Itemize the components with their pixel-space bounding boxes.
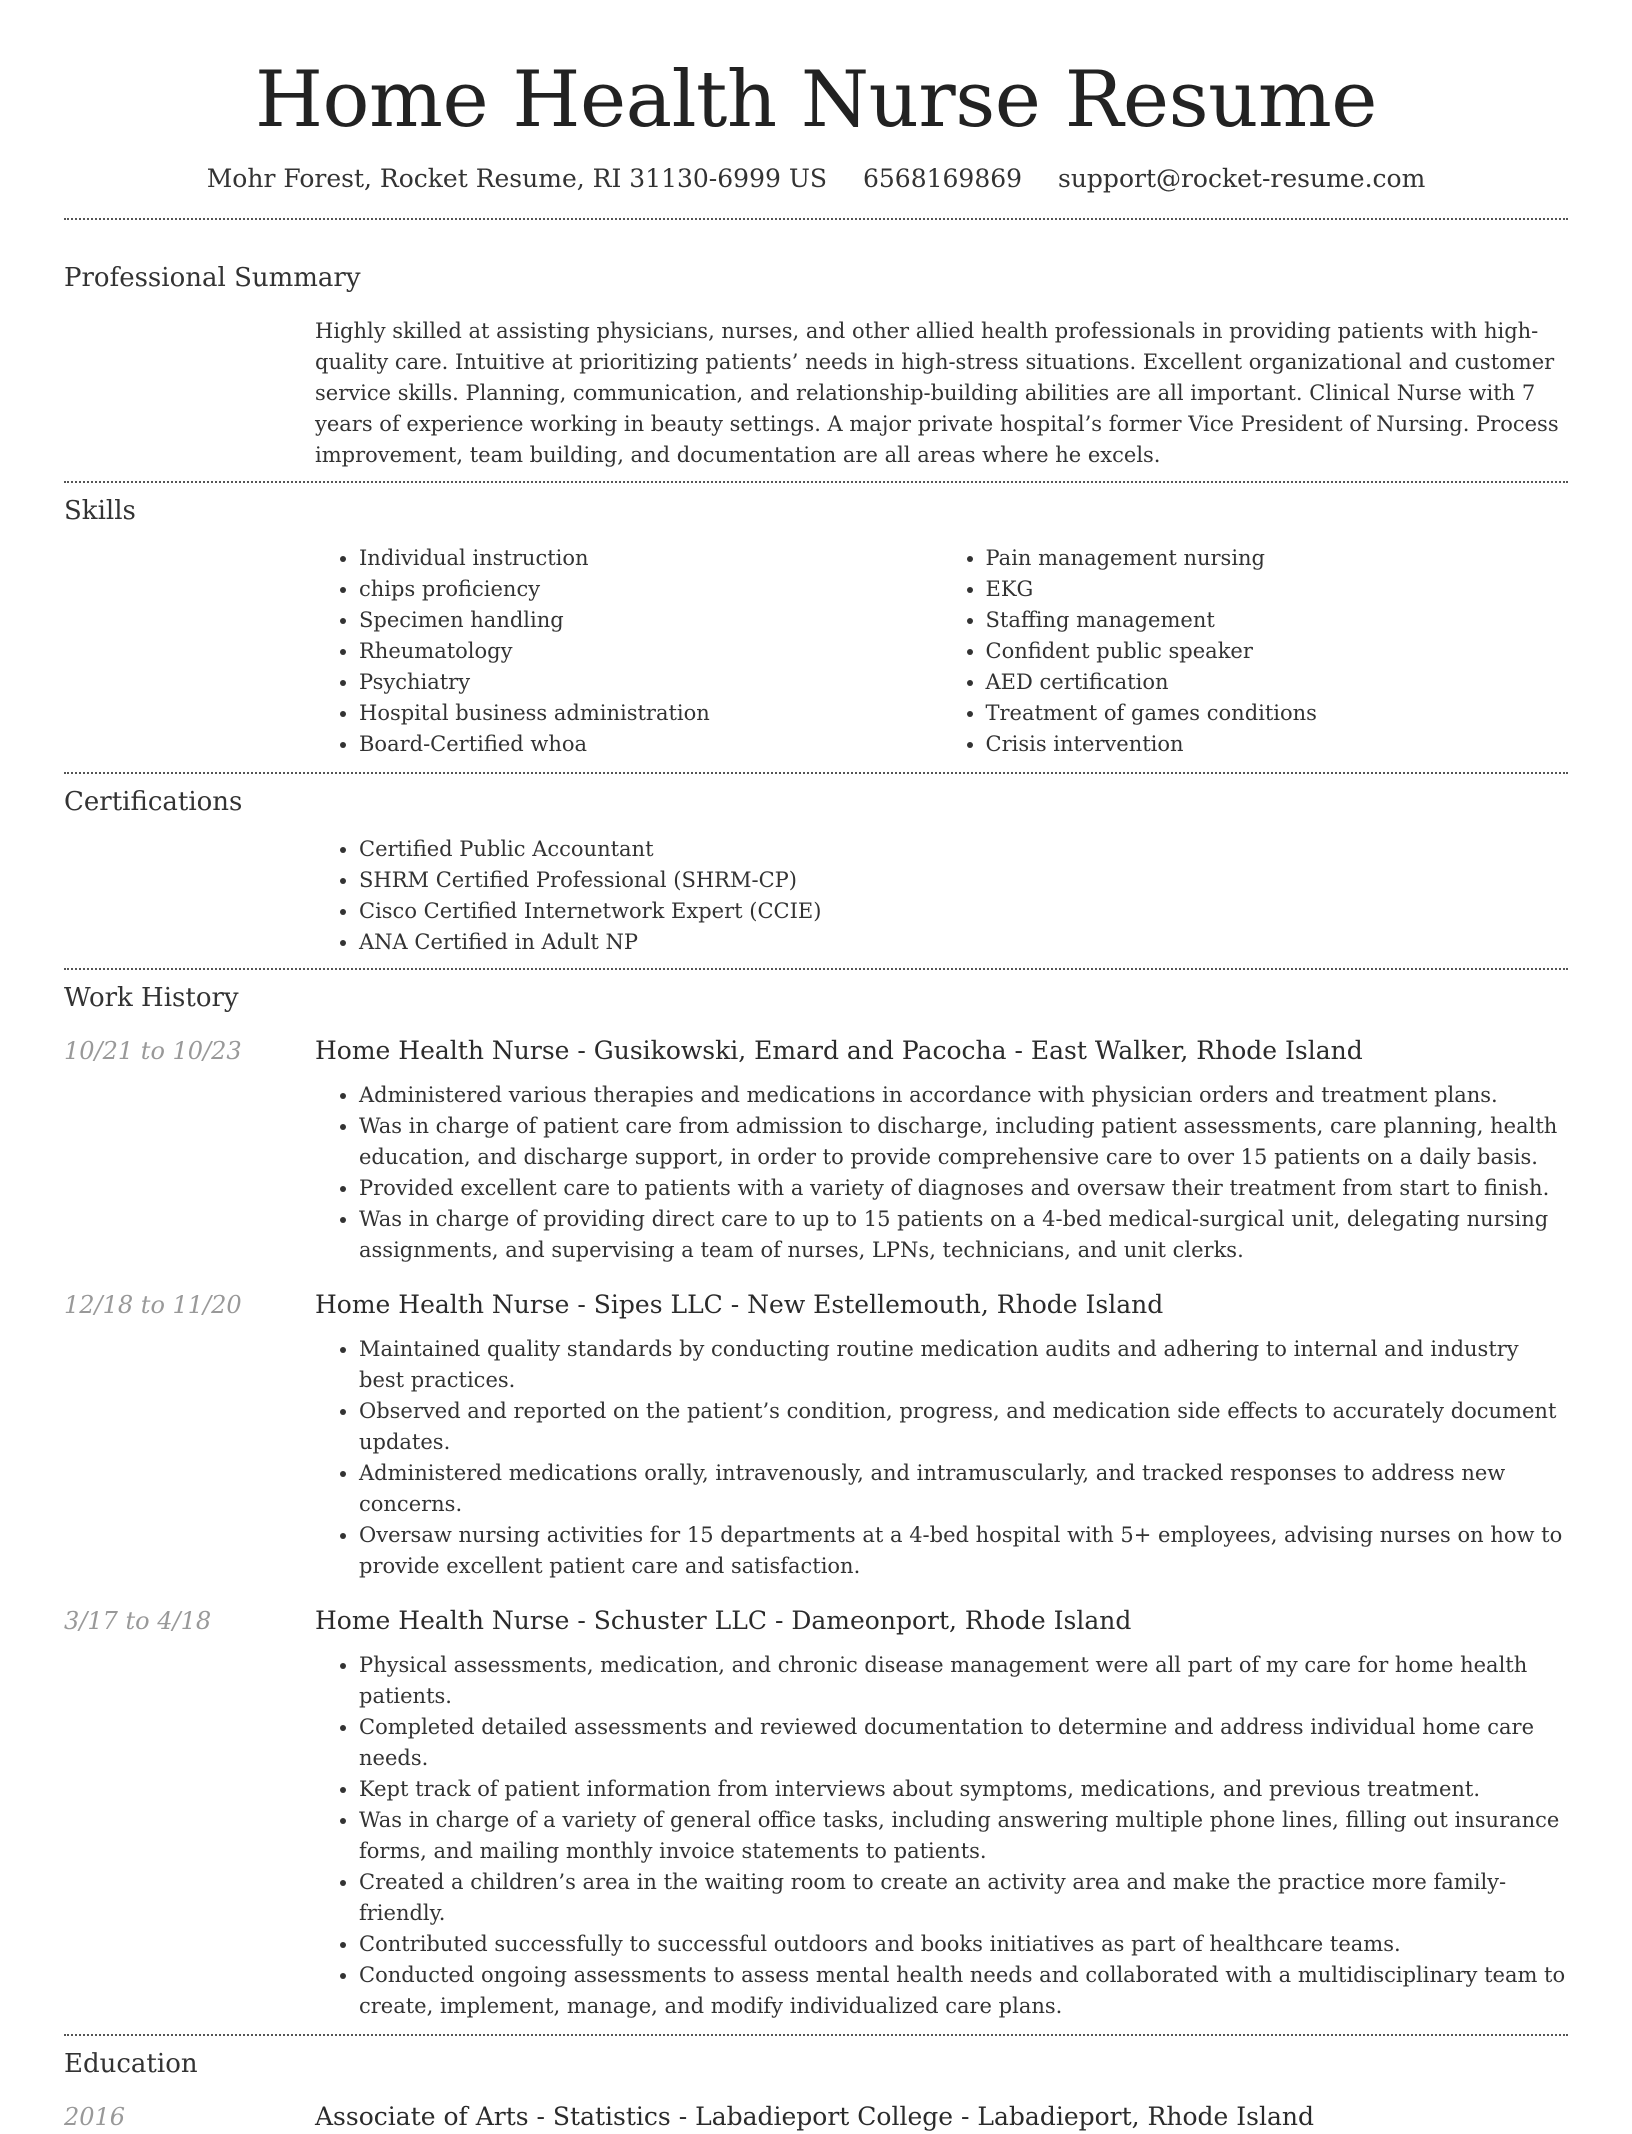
- divider: [64, 218, 1568, 220]
- divider: [64, 772, 1568, 774]
- job-bullets: [315, 1650, 1568, 2022]
- job-entry: [64, 1288, 1568, 1582]
- divider: [64, 968, 1568, 970]
- certification-item: • Cisco Certified Internetwork Expert (CCIE): [359, 896, 1568, 927]
- job-bullets: [315, 1080, 1568, 1266]
- job-title: Home Health Nurse - Gusikowski, Emard and Pacocha - East Walker, Rhode Island: [315, 1036, 1363, 1065]
- work-history-section: [64, 980, 1568, 2022]
- skill-item: • Staffing management: [986, 605, 1569, 636]
- job-entry: [64, 1604, 1568, 2022]
- contact-line: [64, 162, 1568, 196]
- job-bullet: • Physical assessments, medication, and chronic disease management were all part of my care for home health patients.: [359, 1650, 1568, 1712]
- job-bullet: • Created a children’s area in the waiting room to create an activity area and make the practice more family-friendly.: [359, 1867, 1568, 1929]
- education-section: [64, 2046, 1568, 2134]
- job-header: [64, 1604, 1568, 1638]
- summary-text: Highly skilled at assisting physicians, nurses, and other allied health professionals in providing patients with high-quality care. Intuitive at prioritizing patients’ needs in high-stress situations. Excellent organizational and customer service skills. Planning, communication, and relationship-building abilities are all important. Clinical Nurse with 7 years of experience working in beauty settings. A major private hospital’s former Vice President of Nursing. Process improvement, team building, and documentation are all areas where he excels.: [315, 319, 1559, 467]
- skill-item: • Specimen handling: [359, 605, 942, 636]
- education-container: [64, 2100, 1568, 2134]
- section-title-education: Education: [64, 2049, 198, 2079]
- divider: [64, 481, 1568, 483]
- resume-title: Home Health Nurse Resume: [255, 55, 1377, 145]
- job-bullet: • Maintained quality standards by conducting routine medication audits and adhering to internal and industry best practices.: [359, 1334, 1568, 1396]
- job-bullet: • Contributed successfully to successful outdoors and books initiatives as part of healthcare teams.: [359, 1929, 1568, 1960]
- job-bullets: [315, 1334, 1568, 1582]
- section-title-certifications: Certifications: [64, 787, 243, 817]
- job-bullet: • Administered medications orally, intravenously, and intramuscularly, and tracked responses to address new concerns.: [359, 1458, 1568, 1520]
- certifications-section: [64, 784, 1568, 958]
- job-bullet: • Was in charge of providing direct care to up to 15 patients on a 4-bed medical-surgical unit, delegating nursing assignments, and supervising a team of nurses, LPNs, technicians, and unit clerks.: [359, 1204, 1568, 1266]
- summary-section: [64, 260, 1568, 471]
- job-header: [64, 1288, 1568, 1322]
- certification-item: • Certified Public Accountant: [359, 834, 1568, 865]
- certification-item: • ANA Certified in Adult NP: [359, 927, 1568, 958]
- skill-item: • Individual instruction: [359, 543, 942, 574]
- skill-item: • chips proficiency: [359, 574, 942, 605]
- skill-item: • Pain management nursing: [986, 543, 1569, 574]
- resume-page: [64, 0, 1568, 2134]
- job-dates: 12/18 to 11/20: [64, 1291, 242, 1319]
- phone: 6568169869: [862, 164, 1023, 193]
- divider: [64, 2034, 1568, 2036]
- certifications-list: [315, 834, 1568, 958]
- education-year: 2016: [64, 2103, 126, 2131]
- skill-item: • Hospital business administration: [359, 698, 942, 729]
- job-bullet: • Administered various therapies and medications in accordance with physician orders and treatment plans.: [359, 1080, 1568, 1111]
- job-title: Home Health Nurse - Schuster LLC - Dameonport, Rhode Island: [315, 1606, 1132, 1635]
- education-title: Associate of Arts - Statistics - Labadieport College - Labadieport, Rhode Island: [315, 2102, 1314, 2131]
- job-bullet: • Oversaw nursing activities for 15 departments at a 4-bed hospital with 5+ employees, advising nurses on how to provide excellent patient care and satisfaction.: [359, 1520, 1568, 1582]
- skill-item: • Treatment of games conditions: [986, 698, 1569, 729]
- job-dates: 10/21 to 10/23: [64, 1037, 242, 1065]
- skill-item: • EKG: [986, 574, 1569, 605]
- job-title: Home Health Nurse - Sipes LLC - New Estellemouth, Rhode Island: [315, 1290, 1164, 1319]
- job-bullet: • Was in charge of a variety of general office tasks, including answering multiple phone lines, filling out insurance forms, and mailing monthly invoice statements to patients.: [359, 1805, 1568, 1867]
- job-dates: 3/17 to 4/18: [64, 1607, 212, 1635]
- section-title-summary: Professional Summary: [64, 263, 361, 293]
- email: support@rocket-resume.com: [1058, 164, 1426, 193]
- skill-item: • Confident public speaker: [986, 636, 1569, 667]
- job-bullet: • Observed and reported on the patient’s condition, progress, and medication side effects to accurately document updates.: [359, 1396, 1568, 1458]
- skill-item: • Rheumatology: [359, 636, 942, 667]
- job-header: [64, 1034, 1568, 1068]
- job-bullet: • Conducted ongoing assessments to assess mental health needs and collaborated with a multidisciplinary team to create, implement, manage, and modify individualized care plans.: [359, 1960, 1568, 2022]
- education-entry: [64, 2100, 1568, 2134]
- job-bullet: • Provided excellent care to patients with a variety of diagnoses and oversaw their treatment from start to finish.: [359, 1173, 1568, 1204]
- section-title-skills: Skills: [64, 496, 136, 526]
- job-bullet: • Completed detailed assessments and reviewed documentation to determine and address individual home care needs.: [359, 1712, 1568, 1774]
- job-bullet: • Kept track of patient information from interviews about symptoms, medications, and previous treatment.: [359, 1774, 1568, 1805]
- skill-item: • AED certification: [986, 667, 1569, 698]
- skill-item: • Board-Certified whoa: [359, 729, 942, 760]
- skills-list-left: [315, 543, 942, 760]
- certification-item: • SHRM Certified Professional (SHRM-CP): [359, 865, 1568, 896]
- jobs-container: [64, 1034, 1568, 2022]
- job-bullet: • Was in charge of patient care from admission to discharge, including patient assessments, care planning, health education, and discharge support, in order to provide comprehensive care to over 15 patients on a daily basis.: [359, 1111, 1568, 1173]
- address: Mohr Forest, Rocket Resume, RI 31130-6999 US: [206, 164, 828, 193]
- section-title-work-history: Work History: [64, 983, 239, 1013]
- skills-section: [64, 493, 1568, 760]
- skill-item: • Psychiatry: [359, 667, 942, 698]
- skill-item: • Crisis intervention: [986, 729, 1569, 760]
- skills-list-right: [942, 543, 1569, 760]
- job-entry: [64, 1034, 1568, 1266]
